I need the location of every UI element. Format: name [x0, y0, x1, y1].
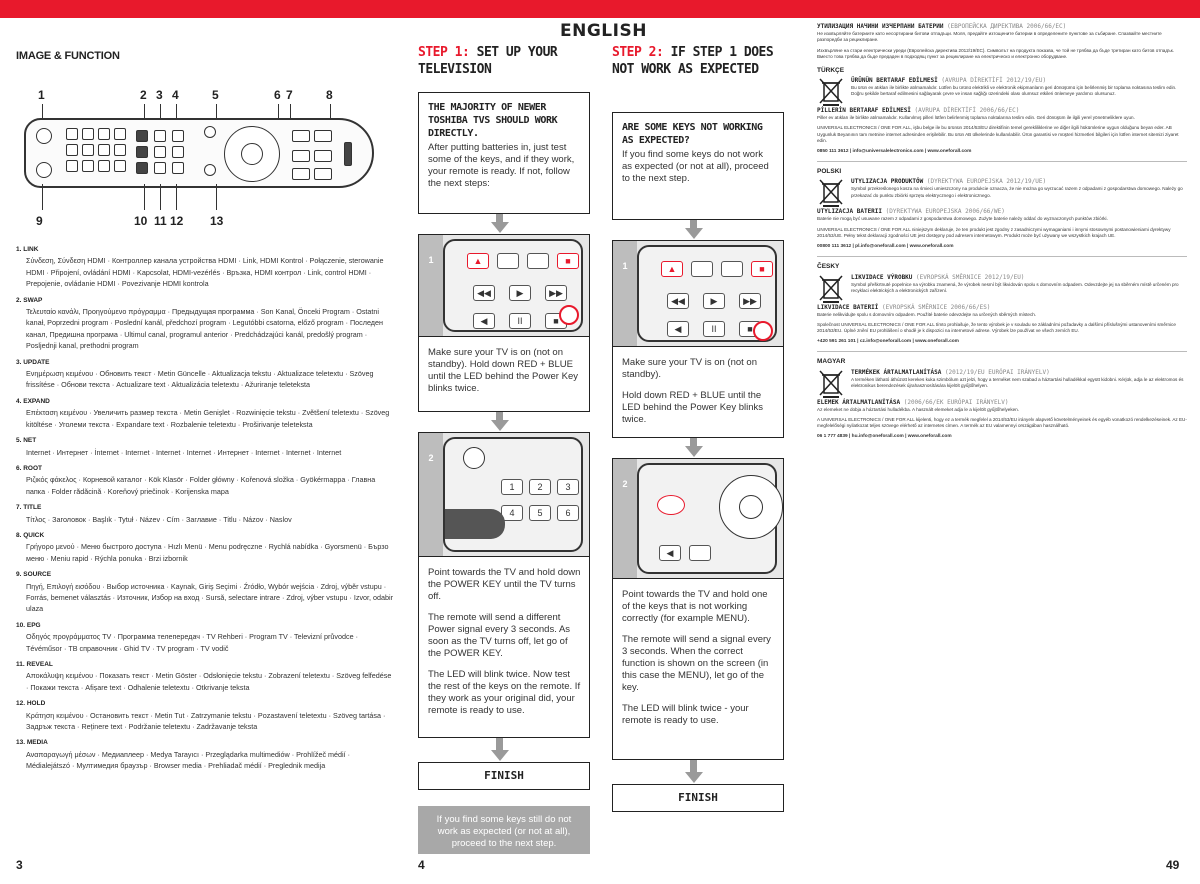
disposal-lang-hu: MAGYAR [817, 358, 846, 366]
function-item: 12. HOLD Κράτηση κειμένου · Остановить текст · Metin Tut · Zatrzymanie tekstu · Pozastavení teletextu · Szöveg tartása · Задръж текста · Reținere text · Podržanie teletextu · Zadržavanje teksta [16, 700, 386, 732]
crossed-bin-icon [817, 274, 845, 304]
callout-7: 7 [286, 88, 293, 102]
step1-finish: FINISH [418, 762, 590, 790]
callout-11: 11 [154, 214, 167, 228]
image-function-title: IMAGE & FUNCTION [16, 50, 120, 62]
source-button-icon [36, 162, 52, 178]
callout-6: 6 [274, 88, 281, 102]
callout-9: 9 [36, 214, 43, 228]
crossed-bin-icon [817, 77, 845, 107]
down-arrow-icon [685, 228, 703, 239]
step1-intro-box [418, 92, 590, 214]
function-item: 1. LINK Σύνδεση, Σύνδεση HDMI · Контроллер канала устройства HDMI · Link, HDMI Kontrol · Połączenie, sterowanie HDMI · Připojení, ovládání HDMI · Kapcsolat, HDMI-vezérlés · Връзка, HDMI контрол · Link, control HDMI · Prepojenie, ovládanie HDMI · Povezivanje HDMI kontrola [16, 246, 384, 289]
step1-intro-text: After putting batteries in, just test some of the keys, and if they work, your remote is ready. If not, follow the next steps: [428, 142, 575, 189]
function-item: 13. MEDIA Αναπαραγωγή μέσων · Медиаплеер · Medya Tarayıcı · Przeglądarka multimediów · Prohlížeč médií · Médialejátszó · Мултимедия браузър · Browser media · Prehliadač médií · Preglednik medija [16, 739, 351, 771]
page-number-middle: 4 [418, 858, 425, 872]
step1-panel-2: 2 1 2 3 4 5 6 Point towards the TV and hold down the POWER KEY until the TV turns off. The remote will send a different Power signal every 3 seconds. As soon as the TV turns off, let go of the POWER KEY. The LED will blink twice. Now test the rest of the keys on the remote. If they work as your original did, your remote is ready to use. [418, 432, 590, 738]
step1-intro-heading: THE MAJORITY OF NEWER TOSHIBA TVS SHOULD WORK DIRECTLY. [428, 102, 558, 139]
down-arrow-icon [685, 446, 703, 457]
step-number: 1 [419, 235, 443, 336]
function-item: 2. SWAP Τελευταίο κανάλι, Προηγούμενο πρόγραμμα · Предыдущая программа · Son Kanal, Önceki Program · Ostatni kanał, Poprzedni program · Poslední kanál, předchozí program · Legutóbbi csatorna, előző program · Последен канал, Предишна програма · Ultimul canal, programul anterior · Predchádzajúci kanál, predošlý program · Posljednji kanal, prethodni program [16, 296, 383, 351]
step2-intro-text: If you find some keys do not work as expected (or not at all), proceed to the next step. [622, 149, 769, 184]
step2-intro-heading: ARE SOME KEYS NOT WORKING AS EXPECTED? [622, 122, 763, 146]
step2-panel-1-text: Make sure your TV is on (not on standby). Hold down RED + BLUE until the LED behind the Power Key blinks twice. [622, 357, 763, 425]
disposal-lang-cz: ČESKY [817, 263, 840, 271]
power-key-icon [463, 447, 485, 469]
step-number: 2 [419, 433, 443, 556]
image-function-section [16, 50, 396, 62]
function-item: 10. EPG Οδηγός προγράμματος TV · Программа телепередач · TV Rehberi · Program TV · Televizní průvodce · Tévéműsor · ТВ справочник · Ghid TV · TV program · TV vodič [16, 621, 358, 653]
callout-1: 1 [38, 88, 45, 102]
down-arrow-icon [491, 420, 509, 431]
callout-12: 12 [170, 214, 184, 228]
down-arrow-icon [491, 750, 509, 761]
step-number: 1 [613, 241, 637, 346]
step-number: 2 [613, 459, 637, 578]
function-item: 9. SOURCE Πηγή, Επιλογή εισόδου · Выбор источника · Kaynak, Giriş Seçimi · Źródło, Wybór wejścia · Zdroj, výběr vstupu · Forrás, bemenet választás · Източник, Избор на вход · Sursă, selectare intrare · Zdroj, výber vstupu · Izvor, odabir ulaza [16, 571, 394, 614]
callout-5: 5 [212, 88, 219, 102]
step1-fallback-note: If you find some keys still do not work as expected (or not at all), proceed to the next step. [418, 806, 590, 854]
crossed-bin-icon [817, 178, 845, 208]
callout-4: 4 [172, 88, 179, 102]
function-item: 7. TITLE Τίτλος · Заголовок · Başlık · Tytuł · Název · Cím · Заглавие · Titlu · Názov · Naslov [16, 504, 292, 524]
led-gear-icon [559, 305, 579, 325]
led-gear-icon [753, 321, 773, 341]
step1-panel-2-text: Point towards the TV and hold down the POWER KEY until the TV turns off. The remote will send a different Power signal every 3 seconds. As soon as the TV turns off, let go of the POWER KEY. The LED will blink twice. Now test the rest of the keys on the remote. If they work as your original did, your remote is ready to use. [428, 567, 581, 716]
page-number-right: 49 [1166, 858, 1180, 872]
crossed-bin-icon [817, 369, 845, 399]
step2-panel-2-text: Point towards the TV and hold one of the keys that is not working correctly (for example MENU). The remote will send a signal every 3 seconds. When the correct function is shown on the screen (in this case the MENU), let go of the key. The LED will blink twice - your remote is ready to use. [622, 589, 771, 726]
step2-finish: FINISH [612, 784, 784, 812]
callout-2: 2 [140, 88, 147, 102]
callout-10: 10 [134, 214, 148, 228]
callout-3: 3 [156, 88, 163, 102]
step2-intro-box [612, 112, 784, 220]
function-item: 4. EXPAND Επέκταση κειμένου · Увеличить размер текста · Metin Genişlet · Rozwinięcie tekstu · Zvětšení teletextu · Szöveg kitöltése · Уголеми текста · Expandare text · Rozbalenie teletextu · Proširivanje teleteksta [16, 397, 390, 429]
top-red-bar [0, 0, 1200, 18]
step1-panel-1-text: Make sure your TV is on (not on standby). Hold down RED + BLUE until the LED behind the Power Key blinks twice. [428, 347, 578, 394]
step2-title: STEP 2: IF STEP 1 DOES NOT WORK AS EXPECTED [612, 45, 774, 77]
down-arrow-icon [685, 772, 703, 783]
step1-title: STEP 1: SET UP YOUR TELEVISION [418, 45, 558, 77]
disposal-lang-tr: TÜRKÇE [817, 66, 845, 74]
menu-key-icon [657, 495, 685, 515]
disposal-lang-pl: POLSKI [817, 168, 842, 176]
down-arrow-icon [491, 222, 509, 233]
step1-panel-1: 1 ▲ ■ ◀◀ ▶ ▶▶ ◀ II ■ Make sure your TV is on (not on standby). Hold down RED + BLUE until the LED behind the Power Key blinks twice. [418, 234, 590, 412]
function-item: 8. QUICK Γρήγορο μενού · Меню быстрого доступа · Hızlı Menü · Menu podręczne · Rychlá nabídka · Gyorsmenü · Бързо меню · Meniu rapid · Rýchla ponuka · Brzi izbornik [16, 531, 389, 563]
remote-diagram [16, 86, 396, 236]
step2-panel-1: 1 ▲ ■ ◀◀ ▶ ▶▶ ◀ II ■ Make sure your TV is on (not on standby). Hold down RED + BLUE until the LED behind the Power Key blinks twice. [612, 240, 784, 438]
callout-8: 8 [326, 88, 333, 102]
media-button-icon [204, 164, 216, 176]
function-list [16, 244, 394, 777]
callout-13: 13 [210, 214, 224, 228]
power-button-icon [36, 128, 52, 144]
step2-panel-2: 2 ◀ Point towards the TV and hold one of the keys that is not working correctly (for example MENU). The remote will send a signal every 3 seconds. When the correct function is shown on the screen (in this case the MENU), let go of the key. The LED will blink twice - your remote is ready to use. [612, 458, 784, 760]
function-item: 3. UPDATE Ενημέρωση κειμένου · Обновить текст · Metin Güncelle · Aktualizacja tekstu · Aktualizace teletextu · Szöveg frissítése · Обнови текста · Actualizare text · Aktualizácia teletextu · Ažuriranje teleteksta [16, 358, 374, 390]
function-item: 11. REVEAL Αποκάλυψη κειμένου · Показать текст · Metin Göster · Odsłonięcie tekstu · Zobrazení teletextu · Szöveg felfedése · Покажи текста · Afișare text · Odhalenie teletextu · Otkrivanje teksta [16, 661, 392, 692]
remote-illustration [24, 118, 374, 188]
language-heading: ENGLISH [560, 21, 647, 41]
function-item: 5. NET Internet · Интернет · İnternet · Internet · Internet · Internet · Интернет · Internet · Internet · Internet [16, 437, 342, 457]
function-item: 6. ROOT Ριζικός φάκελος · Корневой каталог · Kök Klasör · Folder główny · Kořenová složka · Gyökérmappa · Главна папка · Folder rădăcină · Koreňový priečinok · Korijenska mapa [16, 464, 376, 496]
disposal-section: УТИЛИЗАЦИЯ НАЧИНИ ИЗЧЕРПАНИ БАТЕРИИ (ЕВРОПЕЙСКА ДИРЕКТИВА 2006/66/ЕС) Не изхвърляйте батериите като несортирани битови отпадъци. Моля, предайте изтощените батерии в определените пунктове за събиране. Спазвайте местните разпоредби за рециклиране. Изхвърляне на стари електрически уреди (Европейска директива 2012/19/ЕС). Символът на продукта показва, че той не трябва да бъде третиран като битов отпадък. Вместо това трябва да бъде предаден в подходящ пункт за рециклиране на електрическо и електронно оборудване. TÜRKÇE ÜRÜNÜN BERTARAF EDİLMESİ (AVRUPA DİREKTİFİ 2012/19/EU) Bu ürün ev atıkları ile birlikte atılmamalıdır. Lütfen bu ürünü elektrikli ve elektronik ekipmanların geri dönüşümü için belirlenmiş bir toplama noktasına teslim edin. Doğru şekilde bertaraf edilmesini sağlayarak çevre ve insan sağlığı üzerindeki olası olumsuz etkileri önlemeye yardımcı olursunuz. PİLLERİN BERTARAF EDİLMESİ (AVRUPA DİREKTİFİ 2006/66/EC) Piller ev atıkları ile birlikte atılmamalıdır. Kullanılmış pilleri lütfen belirlenmiş toplama noktalarına teslim edin. Geri dönüşüm ile ilgili yerel yönetmeliklere uyun. UNIVERSAL ELECTRONICS / ONE FOR ALL, işbu belge ile bu ürünün 2014/53/EU direktifinin temel gerekliliklerine ve diğer ilgili hükümlerine uygun olduğunu beyan eder. AB Uygunluk Beyanının tam metnine internet adresinden erişilebilir. Bu ürün AB ülkelerinde kullanılabilir. Ürün garantisi ve müşteri hizmetleri bilgileri için lütfen internet sitemizi ziyaret edin. 0850 111 3612 | info@universalelectronics.com | www.oneforall.com POLSKI UTYLIZACJA PRODUKTÓW (DYREKTYWA EUROPEJSKA 2012/19/UE) Symbol przekreślonego kosza na śmieci umieszczony na produkcie oznacza, że nie można go wyrzucać razem z odpadami z gospodarstwa domowego. Należy go przekazać do punktu zbiórki sprzętu elektrycznego i elektronicznego. UTYLIZACJA BATERII (DYREKTYWA EUROPEJSKA 2006/66/WE) Baterie nie mogą być usuwane razem z odpadami z gospodarstwa domowego. Zużyte baterie należy oddać do wyznaczonych punktów zbiórki. UNIVERSAL ELECTRONICS / ONE FOR ALL niniejszym deklaruje, że ten produkt jest zgodny z zasadniczymi wymaganiami i innymi stosownymi postanowieniami dyrektywy 2014/53/UE. Pełny tekst deklaracji zgodności UE jest dostępny pod adresem internetowym. Produkt może być używany we wszystkich krajach UE. 00800 111 3612 | pl.info@oneforall.com | www.oneforall.com ČESKY LIKVIDACE VÝROBKU (EVROPSKÁ SMĚRNICE 2012/19/EU) Symbol přeškrtnuté popelnice na výrobku znamená, že výrobek nesmí být likvidován spolu s domovním odpadem. Odevzdejte jej na sběrném místě určeném pro recyklaci elektrických a elektronických zařízení. LIKVIDACE BATERIÍ (EVROPSKÁ SMĚRNICE 2006/66/ES) Baterie nelikvidujte spolu s domovním odpadem. Použité baterie odevzdejte na určených sběrných místech. Společnost UNIVERSAL ELECTRONICS / ONE FOR ALL tímto prohlašuje, že tento výrobek je v souladu se základními požadavky a dalšími příslušnými ustanoveními směrnice 2014/53/EU. Úplné znění EU prohlášení o shodě je k dispozici na internetové adrese. Výrobek lze používat ve všech zemích EU. +420 591 261 101 | cz.info@oneforall.com | www.oneforall.com MAGYAR TERMÉKEK ÁRTALMATLANÍTÁSA (2012/19/EU EURÓPAI IRÁNYELV) A terméken látható áthúzott kerekes kuka szimbólum azt jelzi, hogy a terméket nem szabad a háztartási hulladékkal együtt kidobni. Kérjük, adja le az elektromos és elektronikus berendezések újrahasznosítására kijelölt gyűjtőhelyen. ELEMEK ÁRTALMATLANÍTÁSA (2006/66/EK EURÓPAI IRÁNYELV) Az elemeket ne dobja a háztartási hulladékba. A használt elemeket adja le a kijelölt gyűjtőhelyeken. A UNIVERSAL ELECTRONICS / ONE FOR ALL kijelenti, hogy ez a termék megfelel a 2014/53/EU irányelv alapvető követelményeinek és egyéb vonatkozó rendelkezéseinek. Az EU-megfelelőségi nyilatkozat teljes szövege elérhető az internetes címen. A termék az EU valamennyi országában használható. 06 1 777 4839 | hu.info@oneforall.com | www.oneforall.com [817, 23, 1187, 439]
page-number-left: 3 [16, 858, 23, 872]
